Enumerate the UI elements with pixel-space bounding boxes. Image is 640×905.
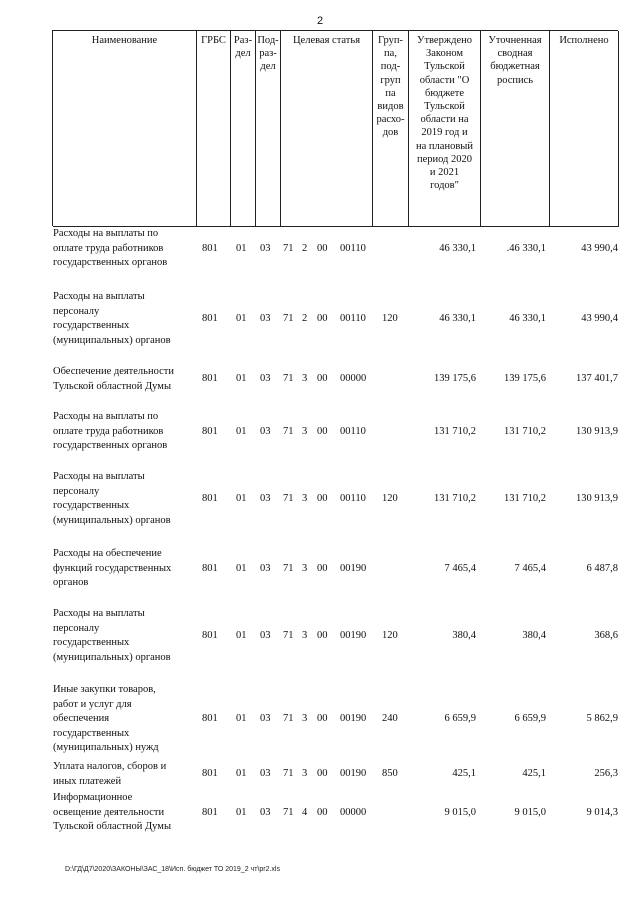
target-code-1: 71 (283, 629, 294, 641)
row-name: Информационное освещение деятельности Тульской областной Думы (53, 792, 171, 832)
approved-cell: 46 330,1 (439, 242, 476, 254)
grbs-cell: 801 (202, 242, 218, 254)
approved-cell: 9 015,0 (444, 806, 476, 818)
grbs-cell: 801 (202, 562, 218, 574)
target-code-4: 00190 (340, 562, 367, 574)
refined-cell: 9 015,0 (514, 806, 546, 818)
expense-group-cell: 850 (382, 768, 398, 780)
razdel-cell: 01 (236, 373, 247, 385)
expense-group-cell: 240 (382, 713, 398, 724)
target-code-1: 71 (283, 312, 294, 324)
target-code-3: 00 (317, 425, 328, 437)
target-code-2: 2 (302, 242, 308, 254)
razdel-cell: 01 (236, 629, 247, 641)
razdel-cell: 01 (236, 713, 247, 724)
podrazdel-cell: 03 (260, 562, 271, 574)
target-code-4: 00000 (340, 806, 367, 818)
target-code-3: 00 (317, 768, 328, 780)
approved-cell: 131 710,2 (434, 425, 476, 437)
row-name: Расходы на выплаты персоналу государственных (муниципальных) органов (53, 608, 171, 663)
target-code-1: 71 (283, 562, 294, 574)
target-code-3: 00 (317, 242, 328, 254)
target-code-2: 3 (302, 629, 308, 641)
target-code-3: 00 (317, 492, 328, 504)
razdel-cell: 01 (236, 768, 247, 780)
page-number: 2 (316, 15, 324, 27)
approved-cell: 46 330,1 (439, 312, 476, 324)
target-code-2: 3 (302, 373, 308, 385)
header-approved: Утверждено Законом Тульской области "О бюджете Тульской области на 2019 год и на плановый период 2020 и 2021 годов" (409, 31, 481, 227)
header-name: Наименование (53, 31, 197, 227)
executed-cell: 5 862,9 (586, 713, 618, 724)
row-name: Уплата налогов, сборов и иных платежей (53, 761, 167, 787)
executed-cell: 256,3 (594, 768, 618, 780)
grbs-cell: 801 (202, 629, 218, 641)
target-code-1: 71 (283, 768, 294, 780)
row-name: Обеспечение деятельности Тульской областной Думы (53, 366, 174, 392)
row-name: Иные закупки товаров, работ и услуг для обеспечения государственных (муниципальных) нужд (53, 684, 159, 753)
target-code-4: 00190 (340, 629, 367, 641)
refined-cell: 46 330,1 (509, 312, 546, 324)
target-code-2: 4 (302, 806, 308, 818)
refined-cell: 139 175,6 (504, 373, 546, 385)
refined-cell: 380,4 (522, 629, 546, 641)
header-refined-budget: Уточненная сводная бюджетная роспись (481, 31, 550, 227)
executed-cell: 43 990,4 (581, 312, 618, 324)
table-header (52, 30, 618, 226)
target-code-4: 00110 (340, 242, 366, 254)
target-code-3: 00 (317, 629, 328, 641)
podrazdel-cell: 03 (260, 492, 271, 504)
header-executed: Исполнено (550, 31, 619, 227)
target-code-2: 2 (302, 312, 308, 324)
grbs-cell: 801 (202, 425, 218, 437)
target-code-2: 3 (302, 425, 308, 437)
podrazdel-cell: 03 (260, 768, 271, 780)
target-code-2: 3 (302, 562, 308, 574)
expense-group-cell: 120 (382, 312, 398, 324)
header-podrazdel: Под- раз- дел (256, 31, 281, 227)
target-code-1: 71 (283, 806, 294, 818)
row-name: Расходы на выплаты по оплате труда работников государственных органов (53, 411, 168, 451)
refined-cell: 7 465,4 (514, 562, 546, 574)
refined-cell: .46 330,1 (506, 242, 546, 254)
grbs-cell: 801 (202, 312, 218, 324)
row-name: Расходы на выплаты персоналу государственных (муниципальных) органов (53, 471, 171, 526)
razdel-cell: 01 (236, 242, 247, 254)
executed-cell: 368,6 (594, 629, 618, 641)
header-expense-group: Груп- па, под- груп па видов расхо- дов (373, 31, 409, 227)
file-path-footer: D:\ГД\Д7\2020\ЗАКОНЫ\ЗАС_18\Исп. бюджет ТО 2019_2 чт\pr2.xls (65, 866, 280, 873)
expense-group-cell: 120 (382, 629, 398, 641)
podrazdel-cell: 03 (260, 713, 271, 724)
executed-cell: 9 014,3 (586, 806, 618, 818)
approved-cell: 380,4 (452, 629, 476, 641)
row-name: Расходы на обеспечение функций государственных органов (53, 548, 172, 588)
header-razdel: Раз- дел (231, 31, 256, 227)
approved-cell: 139 175,6 (434, 373, 476, 385)
target-code-4: 00190 (340, 713, 367, 724)
target-code-3: 00 (317, 373, 328, 385)
target-code-4: 00110 (340, 425, 366, 437)
podrazdel-cell: 03 (260, 373, 271, 385)
refined-cell: 131 710,2 (504, 492, 546, 504)
approved-cell: 131 710,2 (434, 492, 476, 504)
approved-cell: 425,1 (452, 768, 476, 780)
razdel-cell: 01 (236, 312, 247, 324)
target-code-1: 71 (283, 492, 294, 504)
target-code-4: 00190 (340, 768, 367, 780)
executed-cell: 130 913,9 (576, 492, 618, 504)
refined-cell: 6 659,9 (514, 713, 546, 724)
target-code-3: 00 (317, 562, 328, 574)
target-code-3: 00 (317, 713, 328, 724)
approved-cell: 7 465,4 (444, 562, 476, 574)
refined-cell: 425,1 (522, 768, 546, 780)
target-code-1: 71 (283, 425, 294, 437)
grbs-cell: 801 (202, 713, 218, 724)
podrazdel-cell: 03 (260, 242, 271, 254)
target-code-1: 71 (283, 713, 294, 724)
executed-cell: 137 401,7 (576, 373, 618, 385)
executed-cell: 6 487,8 (586, 562, 618, 574)
target-code-4: 00110 (340, 312, 366, 324)
target-code-2: 3 (302, 492, 308, 504)
target-code-1: 71 (283, 373, 294, 385)
target-code-4: 00110 (340, 492, 366, 504)
grbs-cell: 801 (202, 768, 218, 780)
target-code-1: 71 (283, 242, 294, 254)
header-grbs: ГРБС (197, 31, 231, 227)
executed-cell: 130 913,9 (576, 425, 618, 437)
podrazdel-cell: 03 (260, 806, 271, 818)
grbs-cell: 801 (202, 373, 218, 385)
executed-cell: 43 990,4 (581, 242, 618, 254)
expense-group-cell: 120 (382, 492, 398, 504)
grbs-cell: 801 (202, 492, 218, 504)
razdel-cell: 01 (236, 562, 247, 574)
podrazdel-cell: 03 (260, 629, 271, 641)
approved-cell: 6 659,9 (444, 713, 476, 724)
target-code-3: 00 (317, 312, 328, 324)
target-code-2: 3 (302, 768, 308, 780)
razdel-cell: 01 (236, 425, 247, 437)
row-name: Расходы на выплаты персоналу государственных (муниципальных) органов (53, 291, 171, 346)
grbs-cell: 801 (202, 806, 218, 818)
razdel-cell: 01 (236, 492, 247, 504)
row-name: Расходы на выплаты по оплате труда работников государственных органов (53, 228, 168, 268)
podrazdel-cell: 03 (260, 312, 271, 324)
refined-cell: 131 710,2 (504, 425, 546, 437)
target-code-4: 00000 (340, 373, 367, 385)
razdel-cell: 01 (236, 806, 247, 818)
header-target-article: Целевая статья (281, 31, 373, 227)
target-code-3: 00 (317, 806, 328, 818)
target-code-2: 3 (302, 713, 308, 724)
podrazdel-cell: 03 (260, 425, 271, 437)
